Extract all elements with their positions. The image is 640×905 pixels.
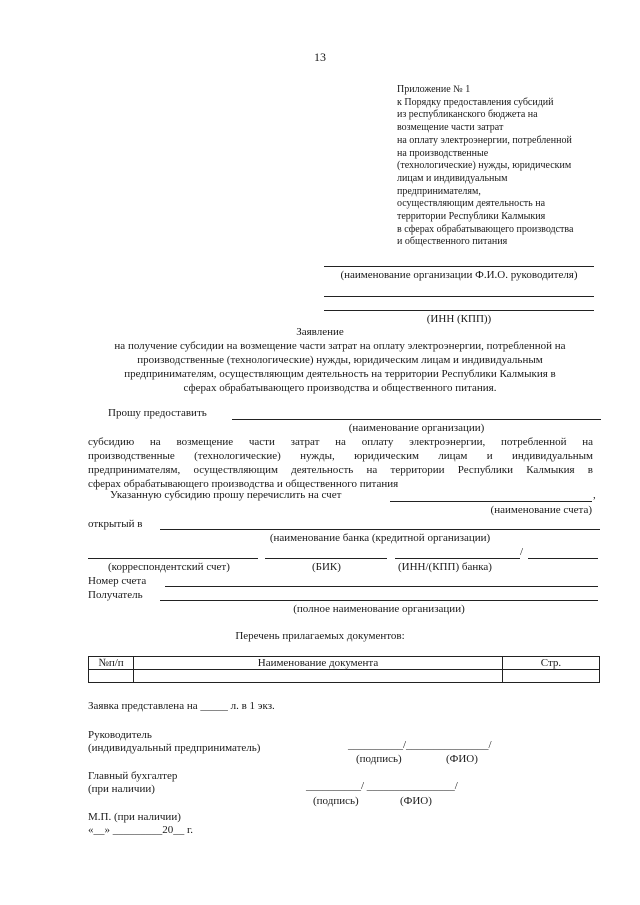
bank-line[interactable]	[160, 529, 600, 530]
statement-line: сферах обрабатывающего производства и общественного питания.	[183, 382, 497, 394]
appendix-line: возмещение части затрат	[397, 122, 504, 134]
opened-in-label: открытый в	[88, 518, 143, 530]
request-body-last: сферах обрабатывающего производства и общественного питания	[88, 478, 399, 490]
statement-line: предпринимателям, осуществляющим деятельность на территории Республики Калмыкия в	[124, 368, 556, 380]
appendix-line: территории Республики Калмыкия	[397, 211, 546, 223]
corr-account-line[interactable]	[88, 558, 258, 559]
date-line[interactable]: «__» _________20__ г.	[88, 824, 194, 836]
head-signature-line[interactable]: __________/_______________/	[348, 739, 492, 751]
request-org-line[interactable]	[232, 419, 601, 420]
accountant-label: Главный бухгалтер	[88, 770, 178, 782]
appendix-line: и общественного питания	[397, 236, 508, 248]
request-body-line: субсидию на возмещение части затрат на оплату электроэнергии, потребленной на	[88, 436, 593, 448]
request-body	[88, 435, 593, 491]
appendix-line: лицам и индивидуальным	[397, 172, 508, 184]
appendix-line: предпринимателям,	[397, 185, 481, 197]
appendix-line: на производственные	[397, 147, 489, 159]
inn-line[interactable]	[324, 310, 594, 311]
head-sub-label: (индивидуальный предприниматель)	[88, 742, 261, 754]
org-name-caption: (наименование организации Ф.И.О. руководителя)	[340, 269, 578, 281]
transfer-text: Указанную субсидию прошу перечислить на счет	[110, 489, 342, 501]
bik-line[interactable]	[265, 558, 387, 559]
recipient-label: Получатель	[88, 589, 143, 601]
head-signature-caption: (подпись)	[356, 753, 402, 765]
head-fio-caption: (ФИО)	[446, 753, 478, 765]
request-body-line: предпринимателям, осуществляющим деятельность на территории Республики Калмыкия в	[88, 464, 593, 476]
stamp-label: М.П. (при наличии)	[88, 811, 181, 823]
request-org-caption: (наименование организации)	[348, 422, 485, 434]
table-row[interactable]	[89, 670, 600, 683]
bank-caption: (наименование банка (кредитной организации)	[269, 532, 491, 544]
col-document: Наименование документа	[134, 657, 503, 670]
appendix-lines	[397, 97, 573, 249]
accountant-signature-line[interactable]: __________/ ________________/	[306, 780, 458, 792]
bank-kpp-line[interactable]	[528, 558, 598, 559]
inn-caption: (ИНН (КПП))	[426, 313, 492, 325]
recipient-caption: (полное наименование организации)	[293, 603, 465, 615]
statement-line: на получение субсидии на возмещение части затрат на оплату электроэнергии, потребленной на	[114, 340, 566, 352]
appendix-title: Приложение № 1	[397, 84, 471, 95]
accountant-sub-label: (при наличии)	[88, 783, 155, 795]
bank-inn-caption: (ИНН/(КПП) банка)	[398, 561, 492, 573]
appendix-line: на оплату электроэнергии, потребленной	[397, 134, 572, 146]
col-number: №п/п	[89, 657, 134, 670]
submitted-text: Заявка представлена на _____ л. в 1 экз.	[88, 700, 275, 712]
documents-table	[88, 656, 600, 683]
documents-title: Перечень прилагаемых документов:	[235, 630, 405, 642]
page-number: 13	[314, 50, 326, 64]
account-number-line[interactable]	[165, 586, 598, 587]
org-name-line[interactable]	[324, 266, 594, 267]
appendix-line: из республиканского бюджета на	[397, 109, 538, 121]
account-line[interactable]	[390, 501, 592, 502]
table-header-row	[89, 657, 600, 670]
statement-text	[60, 339, 620, 395]
account-caption: (наименование счета)	[490, 504, 592, 516]
bik-caption: (БИК)	[312, 561, 341, 573]
request-prefix: Прошу предоставить	[108, 407, 207, 419]
bank-inn-line[interactable]	[395, 558, 520, 559]
appendix-line: к Порядку предоставления субсидий	[397, 96, 554, 108]
accountant-fio-caption: (ФИО)	[400, 795, 432, 807]
org-name-line-2[interactable]	[324, 296, 594, 297]
statement-line: производственные (технологические) нужды, юридическим лицам и индивидуальным	[137, 354, 543, 366]
accountant-signature-caption: (подпись)	[313, 795, 359, 807]
account-number-label: Номер счета	[88, 575, 147, 587]
head-label: Руководитель	[88, 729, 152, 741]
appendix-line: в сферах обрабатывающего производства	[397, 223, 574, 235]
statement-title: Заявление	[296, 326, 344, 338]
appendix-block	[397, 84, 573, 249]
col-page: Стр.	[503, 657, 600, 670]
recipient-line[interactable]	[160, 600, 598, 601]
corr-caption: (корреспондентский счет)	[108, 561, 230, 573]
appendix-line: осуществляющим деятельность на	[397, 198, 546, 210]
request-body-line: производственные (технологические) нужды, юридическим лицам и индивидуальным	[88, 450, 593, 462]
appendix-line: (технологические) нужды, юридическим	[397, 160, 572, 172]
